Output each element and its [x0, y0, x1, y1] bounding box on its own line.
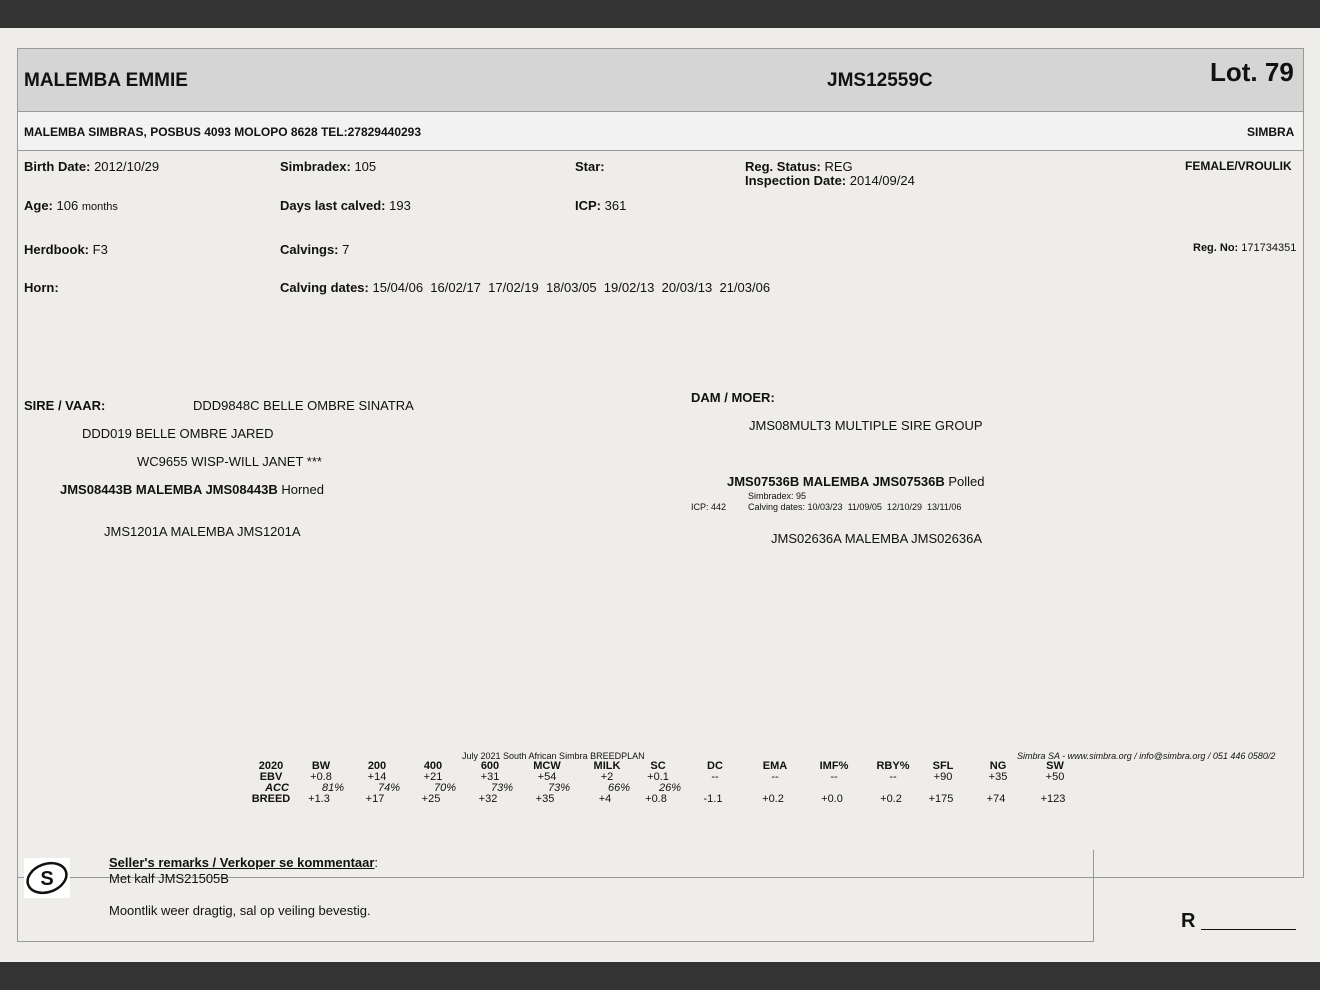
- remarks-line-2: Moontlik weer dragtig, sal op veiling bevestig.: [109, 903, 371, 918]
- calving-dates-value: 15/04/06 16/02/17 17/02/19 18/03/05 19/02/13 20/03/13 21/03/06: [372, 280, 771, 295]
- horn-label: Horn:: [24, 280, 59, 295]
- trait-header: MILK: [593, 760, 621, 772]
- trait-breed: +32: [478, 793, 498, 805]
- trait-ebv: --: [830, 771, 838, 783]
- trait-ebv: +2: [600, 771, 614, 783]
- dam-dam-name: JMS07536B MALEMBA JMS07536B: [727, 474, 945, 489]
- trait-breed: +0.2: [880, 793, 902, 805]
- trait-acc: 66%: [607, 782, 631, 794]
- icp: [575, 198, 626, 213]
- trait-header: BW: [311, 760, 331, 772]
- trait-header: DC: [707, 760, 723, 772]
- trait-header: NG: [989, 760, 1007, 772]
- birth-date: [24, 159, 159, 174]
- calvings-label: Calvings:: [280, 242, 339, 257]
- trait-breed: +175: [928, 793, 954, 805]
- reg-no-value: 171734351: [1241, 242, 1297, 254]
- calving-dates-label: Calving dates:: [280, 280, 369, 295]
- herdbook-label: Herdbook:: [24, 242, 89, 257]
- reg-status: [745, 159, 853, 174]
- inspection-value: 2014/09/24: [849, 173, 915, 188]
- simbradex-value: 105: [354, 159, 377, 174]
- trait-header: RBY%: [876, 760, 910, 772]
- age-value: 106: [56, 198, 79, 213]
- dam-name: JMS08MULT3 MULTIPLE SIRE GROUP: [749, 418, 983, 433]
- header-band: [17, 48, 1304, 112]
- trait-breed: +123: [1040, 793, 1066, 805]
- sire-dam-name: WC9655 WISP-WILL JANET ***: [137, 454, 322, 469]
- dam-dam-icp: ICP: 442: [691, 502, 727, 512]
- trait-ebv: +50: [1045, 771, 1065, 783]
- trait-breed: +35: [535, 793, 555, 805]
- calvings: [280, 242, 349, 257]
- trait-ebv: +14: [367, 771, 387, 783]
- trait-header: IMF%: [819, 760, 849, 772]
- trait-breed: +0.8: [645, 793, 667, 805]
- price-label: R: [1181, 910, 1196, 932]
- price-input-line[interactable]: [1201, 929, 1296, 930]
- trait-ebv: --: [771, 771, 779, 783]
- trait-ebv: +21: [423, 771, 443, 783]
- top-frame-bar: [0, 0, 1320, 28]
- remarks-title: Seller's remarks / Verkoper se kommentaar: [109, 855, 375, 870]
- remarks-heading: [109, 855, 378, 870]
- simbradex: [280, 159, 376, 174]
- sex: FEMALE/VROULIK: [1185, 159, 1292, 173]
- trait-acc: 73%: [490, 782, 514, 794]
- simbradex-label: Simbradex:: [280, 159, 351, 174]
- icp-label: ICP:: [575, 198, 601, 213]
- calvings-value: 7: [342, 242, 350, 257]
- age-label: Age:: [24, 198, 53, 213]
- trait-breed: +4: [598, 793, 612, 805]
- lot-number: Lot. 79: [1210, 57, 1294, 87]
- logo-letter: S: [40, 868, 54, 890]
- trait-breed: +0.0: [821, 793, 843, 805]
- reg-status-label: Reg. Status:: [745, 159, 821, 174]
- sire-sire-name: DDD019 BELLE OMBRE JARED: [82, 426, 274, 441]
- dam-dam-calving-dates: Calving dates: 10/03/23 11/09/05 12/10/29 13/11/06: [748, 502, 962, 512]
- trait-ebv: +31: [480, 771, 500, 783]
- trait-ebv: --: [711, 771, 719, 783]
- simbra-logo-icon: [24, 858, 70, 898]
- bottom-frame-bar: [0, 962, 1320, 990]
- breedplan-caption: July 2021 South African Simbra BREEDPLAN: [462, 751, 645, 761]
- remarks-line-1: Met kalf JMS21505B: [109, 871, 229, 886]
- breed-label: BREED: [251, 793, 291, 805]
- trait-acc: 26%: [658, 782, 682, 794]
- age: [24, 198, 118, 213]
- trait-header: SC: [650, 760, 666, 772]
- simbra-logo: [24, 858, 70, 898]
- trait-breed: +17: [365, 793, 385, 805]
- trait-ebv: +0.1: [647, 771, 669, 783]
- birth-date-label: Birth Date:: [24, 159, 91, 174]
- breedplan-contact: Simbra SA - www.simbra.org / info@simbra.org / 051 446 0580/2: [1017, 751, 1276, 761]
- reg-no: [1193, 242, 1296, 254]
- trait-header: EMA: [762, 760, 788, 772]
- inspection-date: [745, 173, 915, 188]
- sire-dam-dam-name: JMS1201A MALEMBA JMS1201A: [104, 524, 301, 539]
- animal-code: JMS12559C: [827, 70, 933, 91]
- trait-header: SFL: [932, 760, 954, 772]
- trait-breed: -1.1: [703, 793, 723, 805]
- trait-acc: 73%: [547, 782, 571, 794]
- herdbook: [24, 242, 108, 257]
- days-calved-value: 193: [389, 198, 411, 213]
- sire-name: DDD9848C BELLE OMBRE SINATRA: [193, 398, 414, 413]
- trait-header: 400: [423, 760, 443, 772]
- inspection-label: Inspection Date:: [745, 173, 847, 188]
- herdbook-value: F3: [92, 242, 108, 257]
- dam-dam-dam-name: JMS02636A MALEMBA JMS02636A: [771, 531, 983, 546]
- dam-label: DAM / MOER:: [691, 390, 775, 405]
- trait-header: 200: [367, 760, 387, 772]
- trait-header: 600: [480, 760, 500, 772]
- sire-label: SIRE / VAAR:: [24, 398, 106, 413]
- dam-dam-polled: Polled: [948, 474, 985, 489]
- animal-name: MALEMBA EMMIE: [24, 70, 188, 91]
- trait-breed: +0.2: [762, 793, 784, 805]
- trait-breed: +74: [986, 793, 1006, 805]
- breeder-info: MALEMBA SIMBRAS, POSBUS 4093 MOLOPO 8628 TEL:27829440293: [24, 125, 422, 139]
- trait-header: MCW: [533, 760, 561, 772]
- sire-sire-dam-horn: Horned: [281, 482, 324, 497]
- reg-status-value: REG: [824, 159, 853, 174]
- reg-no-label: Reg. No:: [1193, 242, 1239, 254]
- trait-ebv: +35: [988, 771, 1008, 783]
- dam-dam-simbradex: Simbradex: 95: [748, 491, 807, 501]
- remarks-colon: :: [374, 855, 379, 870]
- trait-breed: +25: [421, 793, 441, 805]
- trait-acc: 70%: [433, 782, 457, 794]
- trait-ebv: +90: [933, 771, 953, 783]
- trait-header: SW: [1046, 760, 1064, 772]
- trait-acc: 74%: [377, 782, 401, 794]
- sire-sire-dam: [60, 482, 324, 497]
- days-calved-label: Days last calved:: [280, 198, 386, 213]
- breed-name: SIMBRA: [1247, 125, 1295, 139]
- birth-date-value: 2012/10/29: [94, 159, 160, 174]
- trait-acc: 81%: [321, 782, 345, 794]
- acc-label: ACC: [265, 782, 289, 794]
- trait-breed: +1.3: [308, 793, 330, 805]
- icp-value: 361: [604, 198, 627, 213]
- days-last-calved: [280, 198, 411, 213]
- trait-ebv: --: [889, 771, 897, 783]
- calving-dates: [280, 280, 770, 295]
- ebv-label: EBV: [259, 771, 283, 783]
- trait-ebv: +54: [537, 771, 557, 783]
- star-label: Star:: [575, 159, 605, 174]
- ebv-year-label: 2020: [258, 760, 284, 772]
- trait-ebv: +0.8: [310, 771, 332, 783]
- dam-dam: [727, 474, 984, 489]
- sire-sire-dam-name: JMS08443B MALEMBA JMS08443B: [60, 482, 278, 497]
- age-unit: months: [81, 201, 118, 213]
